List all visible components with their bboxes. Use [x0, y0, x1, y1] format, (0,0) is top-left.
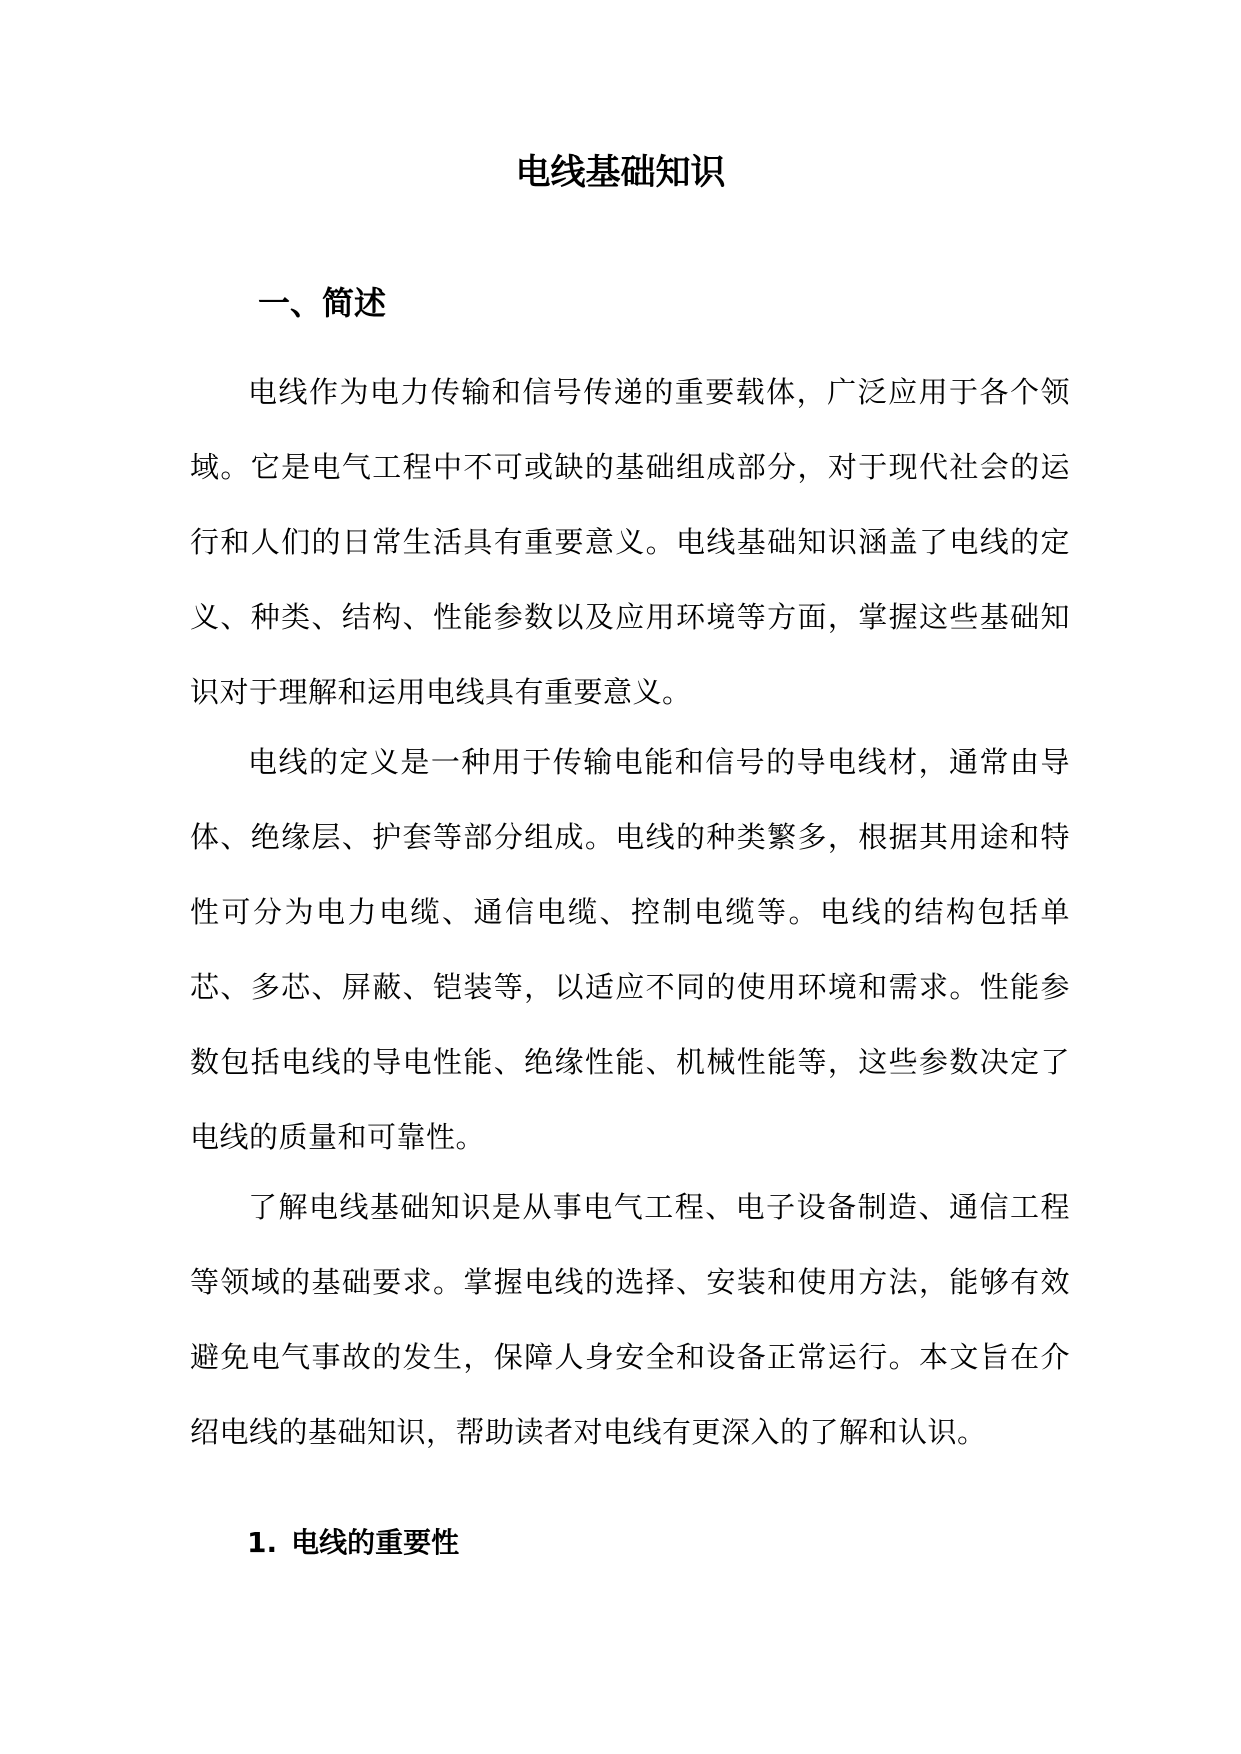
body-paragraph: 电线作为电力传输和信号传递的重要载体，广泛应用于各个领域。它是电气工程中不可或缺的基础组成部分，对于现代社会的运行和人们的日常生活具有重要意义。电线基础知识涵盖了电线的定义、种类、结构、性能参数以及应用环境等方面，掌握这些基础知识对于理解和运用电线具有重要意义。: [190, 375, 1070, 709]
section-heading: 一、简述: [258, 284, 387, 322]
subsection-heading: [247, 1522, 459, 1564]
document-title: 电线基础知识: [515, 153, 726, 193]
subsection-number: 1.: [247, 1526, 278, 1559]
body-paragraph: 了解电线基础知识是从事电气工程、电子设备制造、通信工程等领域的基础要求。掌握电线的选择、安装和使用方法，能够有效避免电气事故的发生，保障人身安全和设备正常运行。本文旨在介绍电线的基础知识，帮助读者对电线有更深入的了解和认识。: [190, 1190, 1070, 1449]
subsection-title: 电线的重要性: [291, 1526, 460, 1559]
body-paragraph: 电线的定义是一种用于传输电能和信号的导电线材，通常由导体、绝缘层、护套等部分组成。电线的种类繁多，根据其用途和特性可分为电力电缆、通信电缆、控制电缆等。电线的结构包括单芯、多芯、屏蔽、铠装等，以适应不同的使用环境和需求。性能参数包括电线的导电性能、绝缘性能、机械性能等，这些参数决定了电线的质量和可靠性。: [190, 745, 1070, 1154]
